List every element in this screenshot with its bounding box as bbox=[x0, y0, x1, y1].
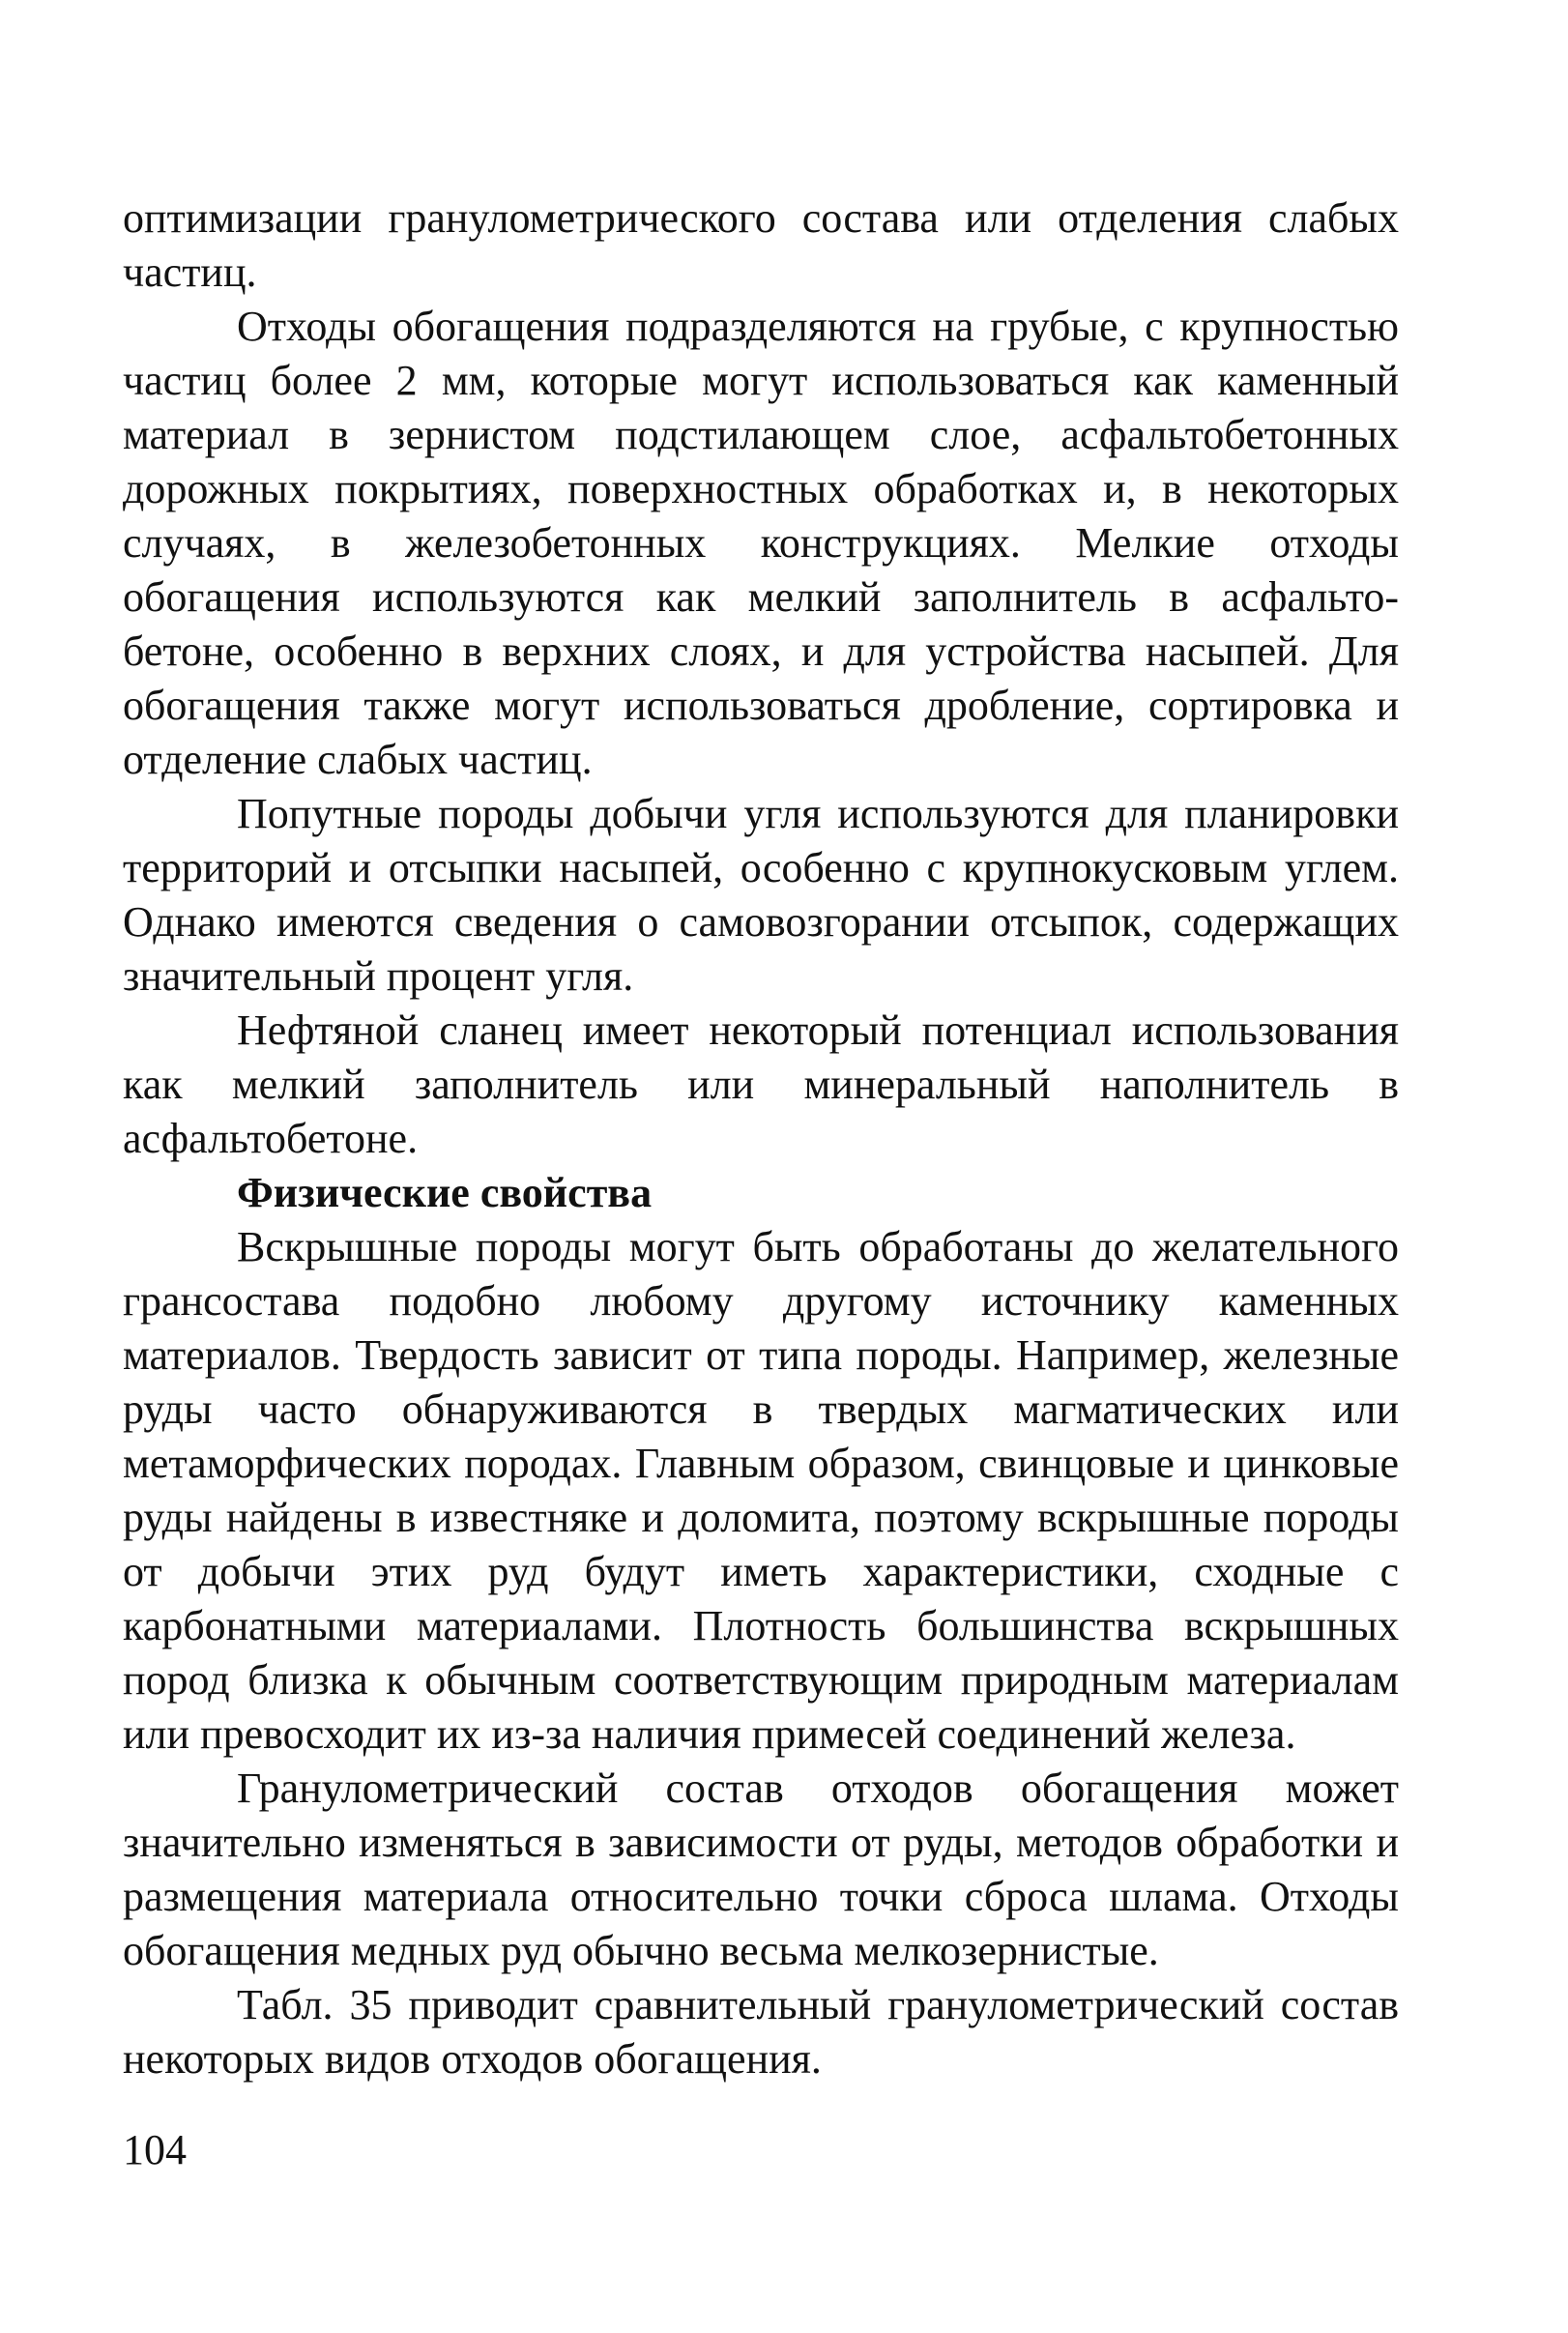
paragraph-tailings-classification: Отходы обогащения подразделяются на грубые, с крупностью частиц более 2 мм, которые могут использоваться как каменный материал в зернистом подстилающем слое, асфальтобетонных дорожных покрытиях, поверхностных обработках и, в некоторых случаях, в железобетонных конструкциях. Мелкие отходы обогащения используются как мелкий заполнитель в асфальто-бетоне, особенно в верхних слоях, и для устройства насыпей. Для обогащения также могут использоваться дробление, сортировка и отделение слабых частиц. bbox=[123, 303, 1399, 783]
paragraph-continuation: оптимизации гранулометрического состава или отделения слабых частиц. bbox=[123, 194, 1399, 296]
page-body bbox=[123, 191, 1399, 2086]
page-number: 104 bbox=[123, 2126, 187, 2173]
paragraph-grain-size-variation: Гранулометрический состав отходов обогащения может значительно изменяться в зависимости от руды, методов обработки и размещения материала относительно точки сброса шлама. Отходы обогащения медных руд обычно весьма мелкозернистые. bbox=[123, 1764, 1399, 1974]
paragraph-coal-waste: Попутные породы добычи угля используются для планировки территорий и отсыпки насыпей, особенно с крупнокусковым углем. Однако имеются сведения о самовозгорании отсыпок, содержащих значительный процент угля. bbox=[123, 790, 1399, 1000]
paragraph-overburden-properties: Вскрышные породы могут быть обработаны до желательного грансостава подобно любому другому источнику каменных материалов. Твердость зависит от типа породы. Например, железные руды часто обнаруживаются в твердых магматических или метаморфических породах. Главным образом, свинцовые и цинковые руды найдены в известняке и доломита, поэтому вскрышные породы от добычи этих руд будут иметь характеристики, сходные с карбонатными материалами. Плотность большинства вскрышных пород близка к обычным соответствующим природным материалам или превосходит их из-за наличия примесей соединений железа. bbox=[123, 1223, 1399, 1758]
paragraph-table-reference: Табл. 35 приводит сравнительный гранулометрический состав некоторых видов отходов обогащения. bbox=[123, 1981, 1399, 2083]
paragraph-oil-shale: Нефтяной сланец имеет некоторый потенциал использования как мелкий заполнитель или минеральный наполнитель в асфальтобетоне. bbox=[123, 1006, 1399, 1162]
section-heading-physical-properties: Физические свойства bbox=[237, 1169, 653, 1216]
